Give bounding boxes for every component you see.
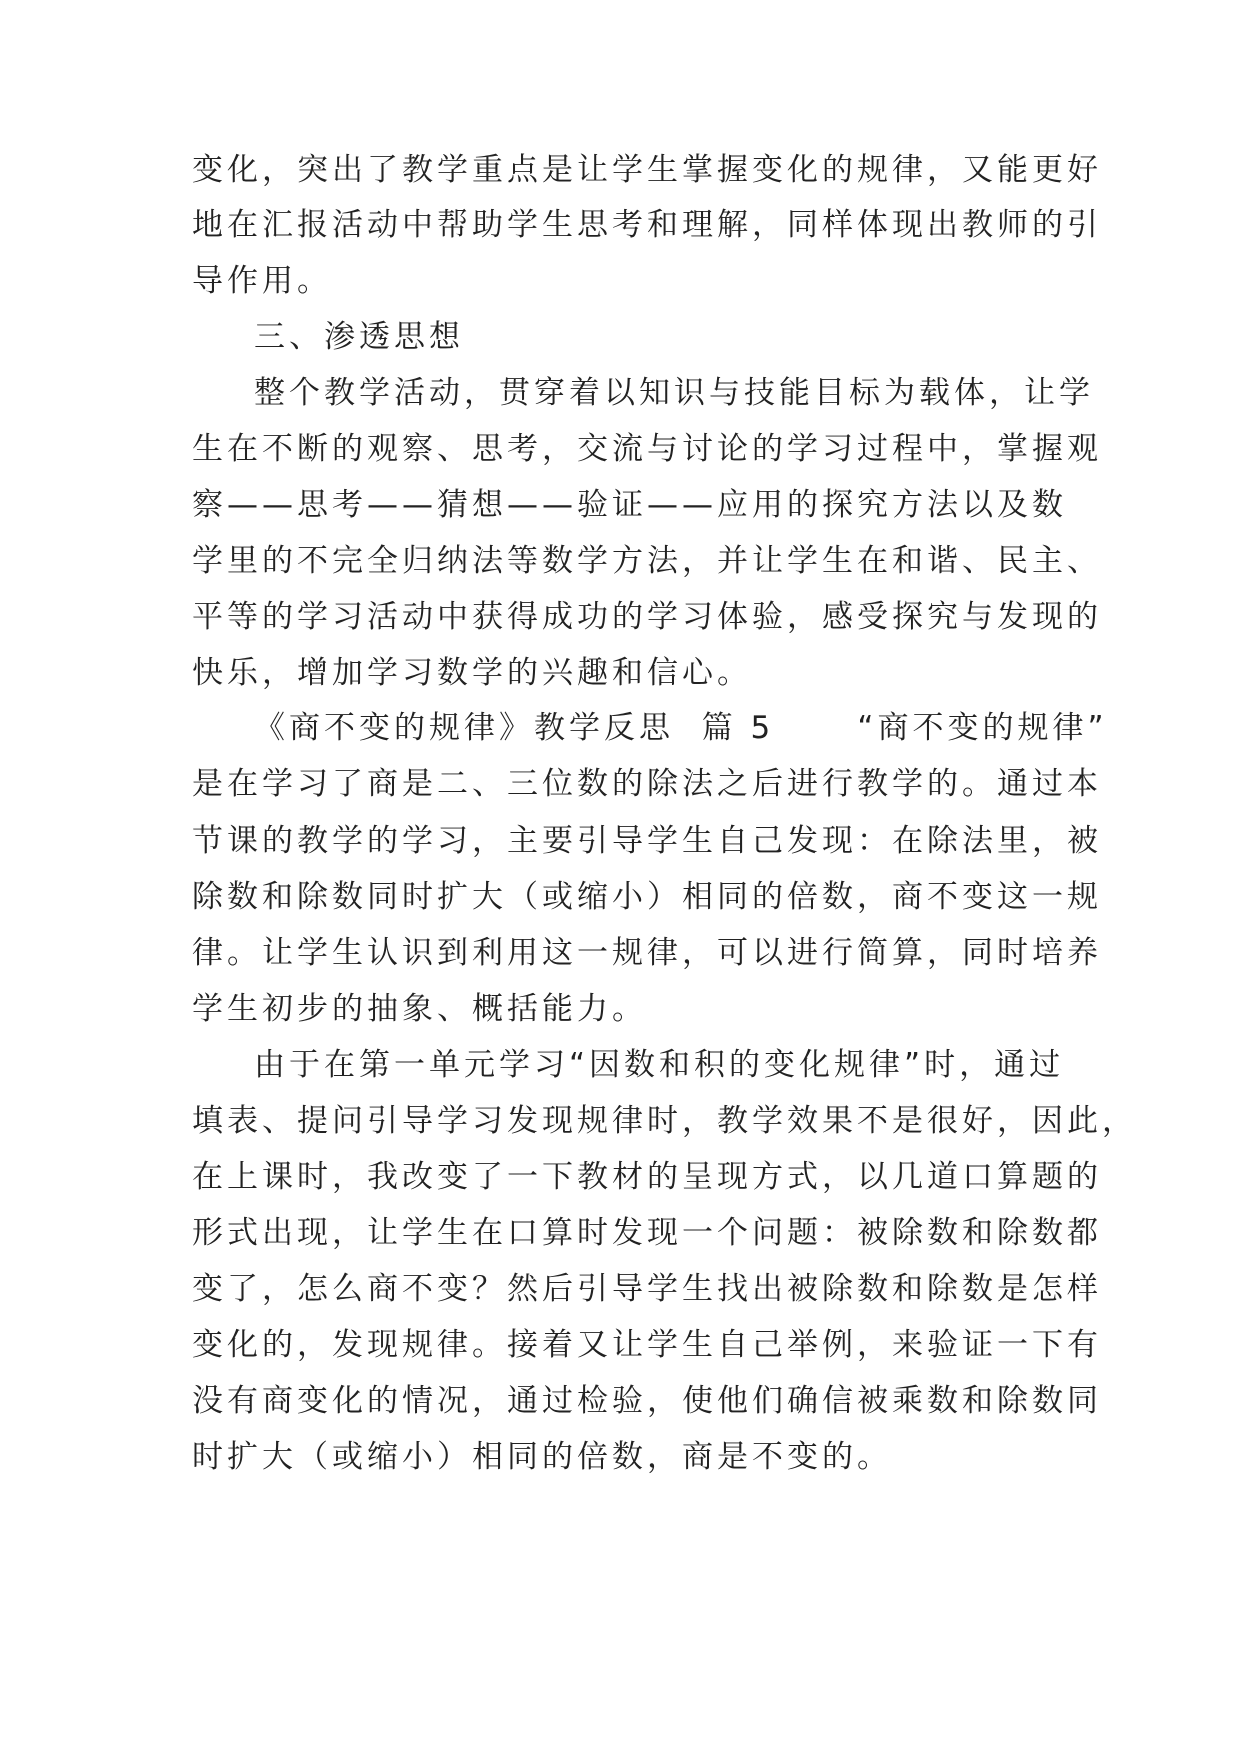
text-line: 形式出现，让学生在口算时发现一个问题：被除数和除数都	[192, 1215, 1102, 1251]
text-line: 变化的，发现规律。接着又让学生自己举例，来验证一下有	[192, 1327, 1102, 1363]
text-line: 没有商变化的情况，通过检验，使他们确信被乘数和除数同	[192, 1383, 1102, 1419]
text-line: 除数和除数同时扩大（或缩小）相同的倍数，商不变这一规	[192, 879, 1102, 915]
text-line: 是在学习了商是二、三位数的除法之后进行教学的。通过本	[192, 766, 1102, 802]
text-line: 律。让学生认识到利用这一规律，可以进行简算，同时培养	[192, 935, 1102, 971]
text-line: 生在不断的观察、思考，交流与讨论的学习过程中，掌握观	[192, 431, 1102, 467]
text-line: 学里的不完全归纳法等数学方法，并让学生在和谐、民主、	[192, 543, 1102, 579]
text-line: 填表、提问引导学习发现规律时，教学效果不是很好，因此，	[192, 1103, 1137, 1139]
text-line: 地在汇报活动中帮助学生思考和理解，同样体现出教师的引	[192, 207, 1102, 243]
section-heading: 三、渗透思想	[254, 319, 464, 355]
text-line: 时扩大（或缩小）相同的倍数，商是不变的。	[192, 1439, 892, 1475]
text-line: 在上课时，我改变了一下教材的呈现方式，以几道口算题的	[192, 1159, 1102, 1195]
text-line: 整个教学活动，贯穿着以知识与技能目标为载体，让学	[254, 375, 1094, 411]
text-line: 快乐，增加学习数学的兴趣和信心。	[192, 655, 752, 691]
article-title-line: 《商不变的规律》教学反思 篇 5 “商不变的规律”	[254, 710, 1108, 746]
text-line: 察——思考——猜想——验证——应用的探究方法以及数	[192, 487, 1067, 523]
text-line: 变化，突出了教学重点是让学生掌握变化的规律，又能更好	[192, 152, 1102, 188]
text-line: 节课的教学的学习，主要引导学生自己发现：在除法里，被	[192, 823, 1102, 859]
text-line: 变了，怎么商不变？然后引导学生找出被除数和除数是怎样	[192, 1271, 1102, 1307]
text-line: 平等的学习活动中获得成功的学习体验，感受探究与发现的	[192, 599, 1102, 635]
text-line: 学生初步的抽象、概括能力。	[192, 991, 647, 1027]
text-line: 由于在第一单元学习“因数和积的变化规律”时，通过	[254, 1047, 1065, 1083]
text-line: 导作用。	[192, 263, 332, 299]
